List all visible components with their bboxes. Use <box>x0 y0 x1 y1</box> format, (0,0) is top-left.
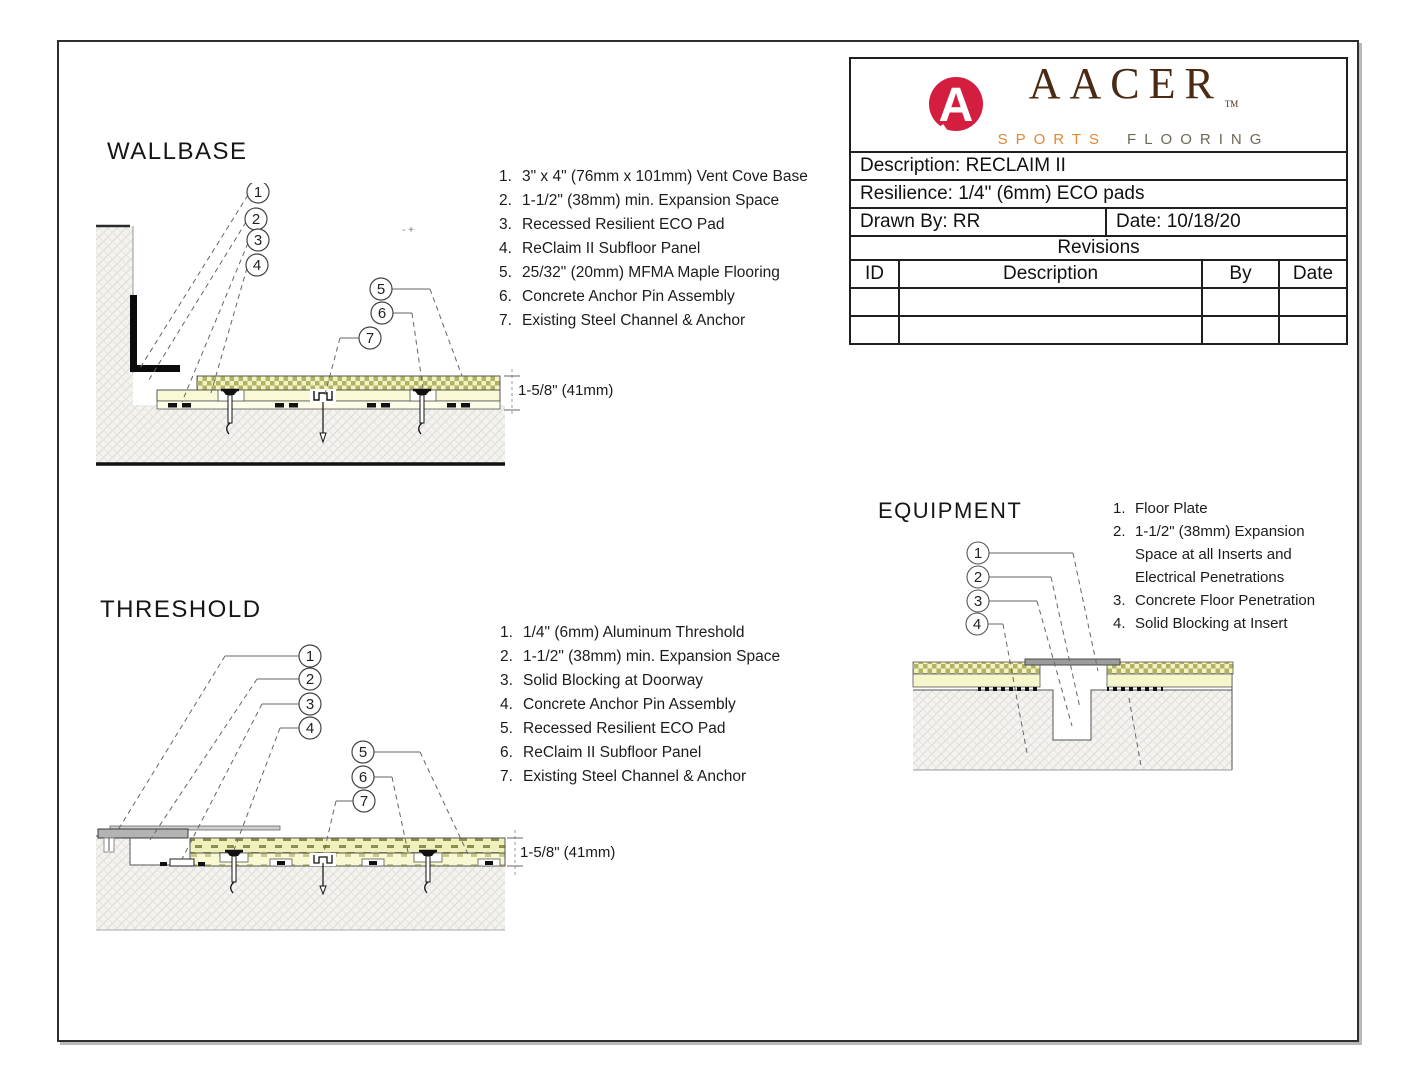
drawn-by-value: Drawn By: RR <box>860 211 981 232</box>
resilience-row <box>851 179 1346 207</box>
concrete-slab <box>96 405 505 465</box>
aacer-emblem-icon <box>928 67 984 143</box>
subfloor-panel <box>1107 674 1232 687</box>
note-item: 4. ReClaim II Subfloor Panel <box>499 240 701 257</box>
equipment-title: EQUIPMENT <box>878 498 1023 523</box>
callouts <box>299 645 375 812</box>
callout-number: 2 <box>973 569 983 586</box>
resilience-value: Resilience: 1/4" (6mm) ECO pads <box>860 183 1145 204</box>
callouts <box>966 542 989 635</box>
dimension-label: 1-5/8" (41mm) <box>518 382 614 399</box>
callout-number: 4 <box>305 720 315 737</box>
callout-number: 2 <box>305 671 315 688</box>
note-item: 4. Solid Blocking at Insert <box>1113 615 1288 632</box>
revision-cell <box>898 289 1201 315</box>
revision-cell <box>1278 317 1346 343</box>
note-item: 7. Existing Steel Channel & Anchor <box>499 312 746 329</box>
callout-number: 4 <box>252 257 262 274</box>
revisions-title-row <box>851 235 1346 259</box>
drawn-date-row <box>851 207 1346 235</box>
aluminum-threshold <box>98 829 188 838</box>
trademark-mark: TM <box>1224 99 1239 109</box>
callout-number: 1 <box>253 184 263 201</box>
callout-number: 5 <box>358 744 368 761</box>
callout-number: 6 <box>358 769 368 786</box>
revisions-title: Revisions <box>1057 237 1140 258</box>
maple-flooring <box>1107 662 1233 674</box>
note-item: 4. Concrete Anchor Pin Assembly <box>500 696 736 713</box>
logo <box>851 59 1346 151</box>
callout-number: 5 <box>376 281 386 298</box>
col-header-id: ID <box>865 263 884 284</box>
note-item: 6. ReClaim II Subfloor Panel <box>500 744 702 761</box>
dimension <box>507 830 615 878</box>
revisions-header-row <box>851 259 1346 287</box>
note-item: Space at all Inserts and <box>1135 546 1292 563</box>
callout-number: 3 <box>305 696 315 713</box>
revision-row <box>851 287 1346 315</box>
note-item: 3. Solid Blocking at Doorway <box>500 672 704 689</box>
tagline-sports: SPORTS <box>997 131 1108 148</box>
revision-cell <box>1278 289 1346 315</box>
eco-pad-strip <box>978 687 1040 691</box>
threshold-drawing <box>90 640 625 940</box>
callout-number: 6 <box>377 305 387 322</box>
callout-number: 2 <box>251 211 261 228</box>
revision-cell <box>1201 317 1278 343</box>
revision-row <box>851 315 1346 343</box>
stray-mark: - + <box>402 225 414 236</box>
note-item: 2. 1-1/2" (38mm) min. Expansion Space <box>499 192 780 209</box>
note-item: 2. 1-1/2" (38mm) min. Expansion Space <box>500 648 781 665</box>
callouts <box>245 183 393 349</box>
callout-number: 4 <box>972 616 982 633</box>
callout-number: 7 <box>359 793 369 810</box>
vent-cove-base <box>130 295 180 372</box>
note-item: 2. 1-1/2" (38mm) Expansion <box>1113 523 1305 540</box>
note-item: 3. Concrete Floor Penetration <box>1113 592 1316 609</box>
revision-cell <box>898 317 1201 343</box>
note-item: 5. Recessed Resilient ECO Pad <box>500 720 726 737</box>
revision-cell <box>1201 289 1278 315</box>
eco-pad-strip <box>1107 687 1163 691</box>
note-item: 7. Existing Steel Channel & Anchor <box>500 768 747 785</box>
callout-number: 1 <box>305 648 315 665</box>
callout-number: 1 <box>973 545 983 562</box>
note-item: 1. 1/4" (6mm) Aluminum Threshold <box>500 624 745 641</box>
note-item: Electrical Penetrations <box>1135 569 1285 586</box>
maple-flooring <box>197 376 500 390</box>
maple-flooring <box>913 662 1040 674</box>
dimension-label: 1-5/8" (41mm) <box>520 844 616 861</box>
threshold-title: THRESHOLD <box>100 596 262 623</box>
dimension <box>504 369 613 415</box>
note-item: 1. 3" x 4" (76mm x 101mm) Vent Cove Base <box>499 168 808 185</box>
callout-number: 7 <box>365 330 375 347</box>
col-header-description: Description <box>898 261 1201 287</box>
note-item: 6. Concrete Anchor Pin Assembly <box>499 288 735 305</box>
note-item: 3. Recessed Resilient ECO Pad <box>499 216 725 233</box>
note-item: 5. 25/32" (20mm) MFMA Maple Flooring <box>499 264 780 281</box>
brand-name: AACER <box>1028 59 1223 108</box>
title-block <box>849 57 1348 345</box>
note-item: 1. Floor Plate <box>1113 500 1208 517</box>
subfloor-panel <box>913 674 1040 687</box>
col-header-date: Date <box>1278 261 1346 287</box>
tagline-flooring: FLOORING <box>1127 131 1270 148</box>
date-value: Date: 10/18/20 <box>1105 209 1346 235</box>
callout-number: 3 <box>253 232 263 249</box>
logo-monogram: A <box>938 79 973 132</box>
wallbase-title: WALLBASE <box>107 138 248 165</box>
col-header-by: By <box>1201 261 1278 287</box>
concrete-slab <box>913 690 1232 770</box>
revision-cell <box>851 289 898 315</box>
logo-text <box>997 59 1270 148</box>
wallbase-drawing <box>90 183 620 475</box>
equipment-drawing <box>905 538 1237 778</box>
floor-plate <box>1025 659 1120 665</box>
revision-cell <box>851 317 898 343</box>
description-value: Description: RECLAIM II <box>860 155 1066 176</box>
description-row <box>851 151 1346 179</box>
callout-number: 3 <box>973 593 983 610</box>
